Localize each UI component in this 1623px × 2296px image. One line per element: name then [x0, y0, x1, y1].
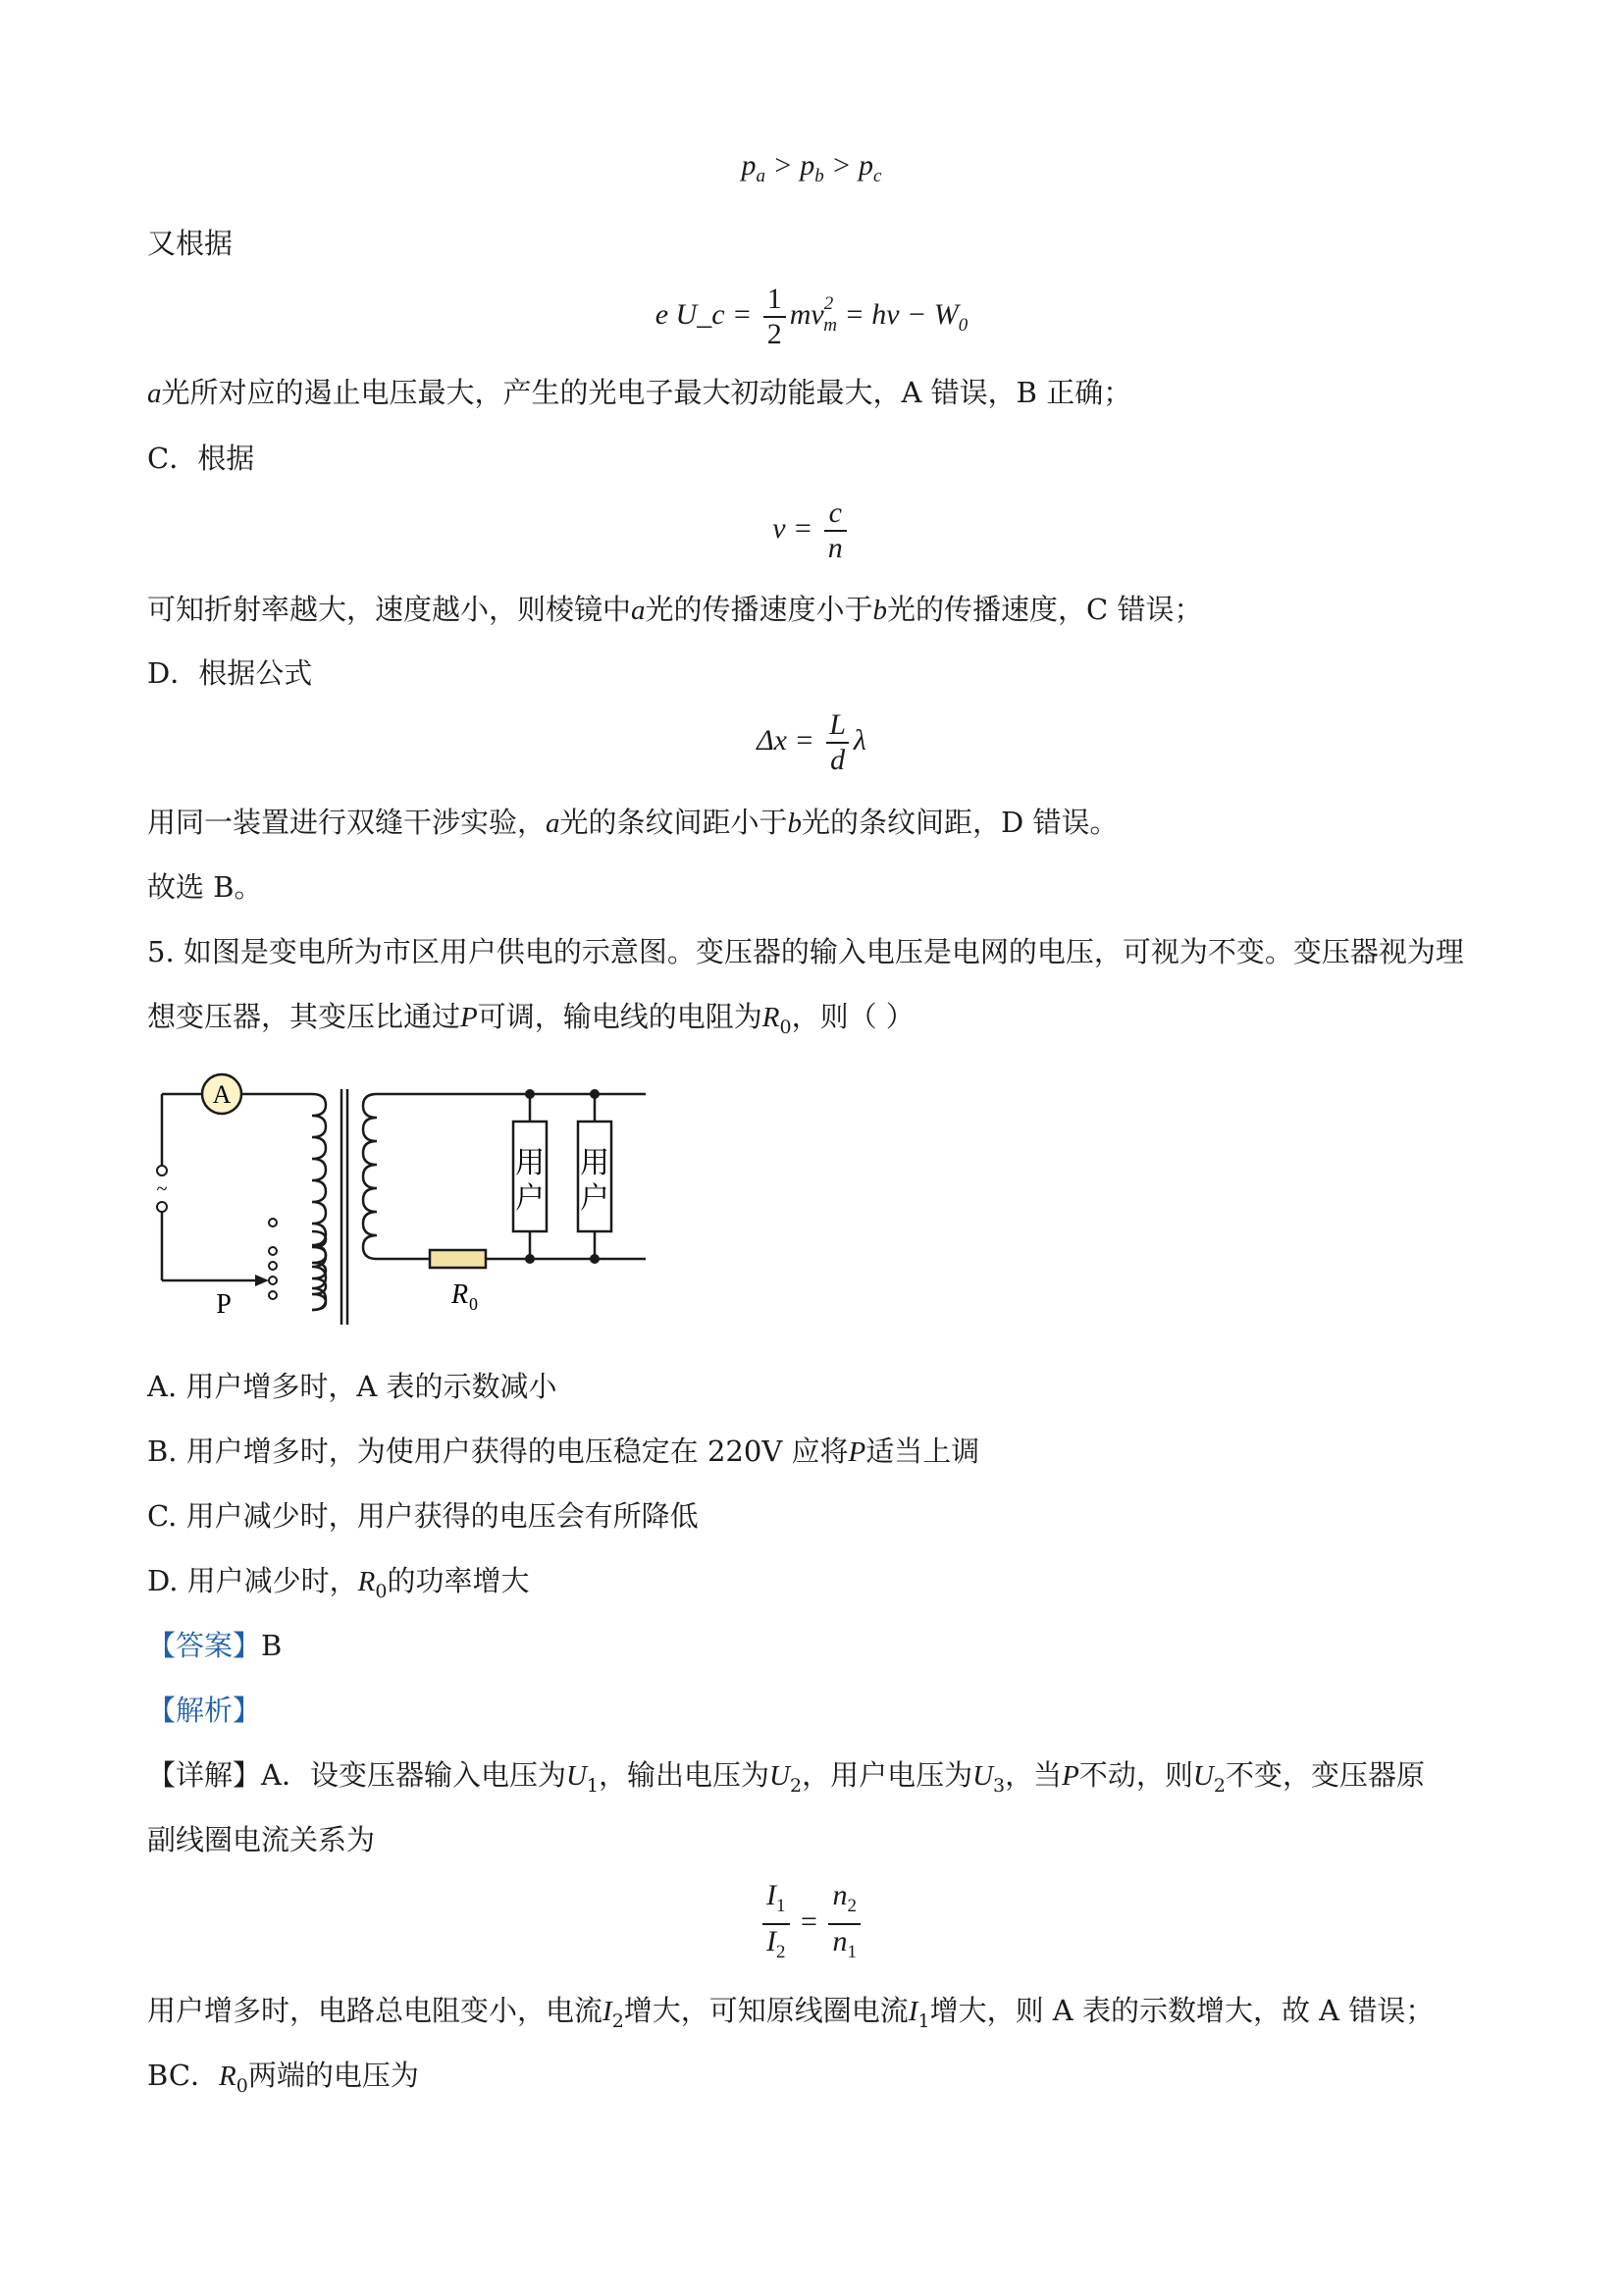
text-choose-b: 故选 B。 [147, 870, 263, 904]
question-5-line1: 5. 如图是变电所为市区用户供电的示意图。变压器的输入电压是电网的电压，可视为不变。变压器视为理 [147, 935, 1464, 968]
svg-text:用: 用 [580, 1147, 609, 1179]
analysis-line [147, 1691, 261, 1730]
text-refraction-conclusion: 可知折射率越大，速度越小，则棱镜中a光的传播速度小于b光的传播速度，C 错误； [147, 593, 1203, 626]
equation-fringe-spacing: Δx = $\frac{L}{d}$ λ [757, 708, 866, 776]
svg-text:P: P [216, 1289, 232, 1320]
equation-current-ratio: $\frac{I_1}{I_2}$ = $\frac{n_2}{n_1}$ [0, 1879, 1623, 1969]
svg-text:户: 户 [580, 1182, 609, 1215]
fraction-c-over-n: $\frac{c}{n}$ [824, 496, 847, 565]
svg-text:0: 0 [469, 1294, 478, 1314]
analysis-tag: 【解析】 [147, 1694, 262, 1727]
svg-text:R: R [451, 1279, 469, 1310]
text-users-increase-conclusion: 用户增多时，电路总电阻变小，电流$I_2$增大，可知原线圈电流$I_1$增大，则 A 表的示数增大，故 A 错误； [147, 1994, 1435, 2032]
text-d-genju: D．根据公式 [147, 656, 313, 690]
resistor-r0 [430, 1250, 486, 1268]
transformer-circuit-diagram [147, 1065, 657, 1334]
option-b: B. 用户增多时，为使用户获得的电压稳定在 220V 应将P适当上调 [147, 1435, 980, 1468]
text-you-genju: 又根据 [147, 227, 234, 260]
equation-momentum-order: $p_a > p_b > p_c$ [741, 149, 882, 186]
text-bc-r0-voltage: BC．$R_0$两端的电压为 [147, 2059, 419, 2097]
equation-velocity: v = $\frac{c}{n}$ [0, 496, 1623, 565]
svg-text:~: ~ [156, 1178, 168, 1200]
option-a: A. 用户增多时，A 表的示数减小 [147, 1370, 557, 1403]
fraction-n2-over-n1: $\frac{n_2}{n_1}$ [828, 1879, 861, 1969]
answer-line: 【答案】B [147, 1629, 283, 1662]
answer-tag: 【答案】 [147, 1629, 262, 1662]
svg-text:A: A [212, 1080, 232, 1109]
detail-line2: 副线圈电流关系为 [147, 1823, 376, 1856]
tap-arrow-icon [255, 1275, 269, 1286]
detail-line1: 【详解】A．设变压器输入电压为$U_1$，输出电压为$U_2$，用户电压为$U_3$，当P不动，则$U_2$不变，变压器原 [147, 1758, 1425, 1797]
text-c-genju: C．根据 [147, 442, 255, 475]
text-double-slit-conclusion: 用同一装置进行双缝干涉实验，a光的条纹间距小于b光的条纹间距，D 错误。 [147, 806, 1119, 839]
fraction-half: $\frac{1}{2}$ [763, 283, 786, 351]
option-d: D. 用户减少时，$R_0$的功率增大 [147, 1564, 530, 1602]
text-a-light-stopping-voltage: a光所对应的遏止电压最大，产生的光电子最大初动能最大，A 错误，B 正确； [147, 376, 1132, 409]
question-5-line2: 想变压器，其变压比通过P可调，输电线的电阻为$R_0$，则（ ） [147, 1000, 915, 1038]
svg-text:户: 户 [515, 1182, 545, 1215]
fraction-i1-over-i2: $\frac{I_1}{I_2}$ [762, 1879, 790, 1969]
equation-photoelectric: e U_c = $\frac{1}{2}$ $mv^2_m = h\nu - W_0$ [654, 283, 969, 350]
svg-text:用: 用 [515, 1147, 545, 1179]
fraction-l-over-d: $\frac{L}{d}$ [825, 708, 850, 777]
option-c: C. 用户减少时，用户获得的电压会有所降低 [147, 1499, 699, 1533]
